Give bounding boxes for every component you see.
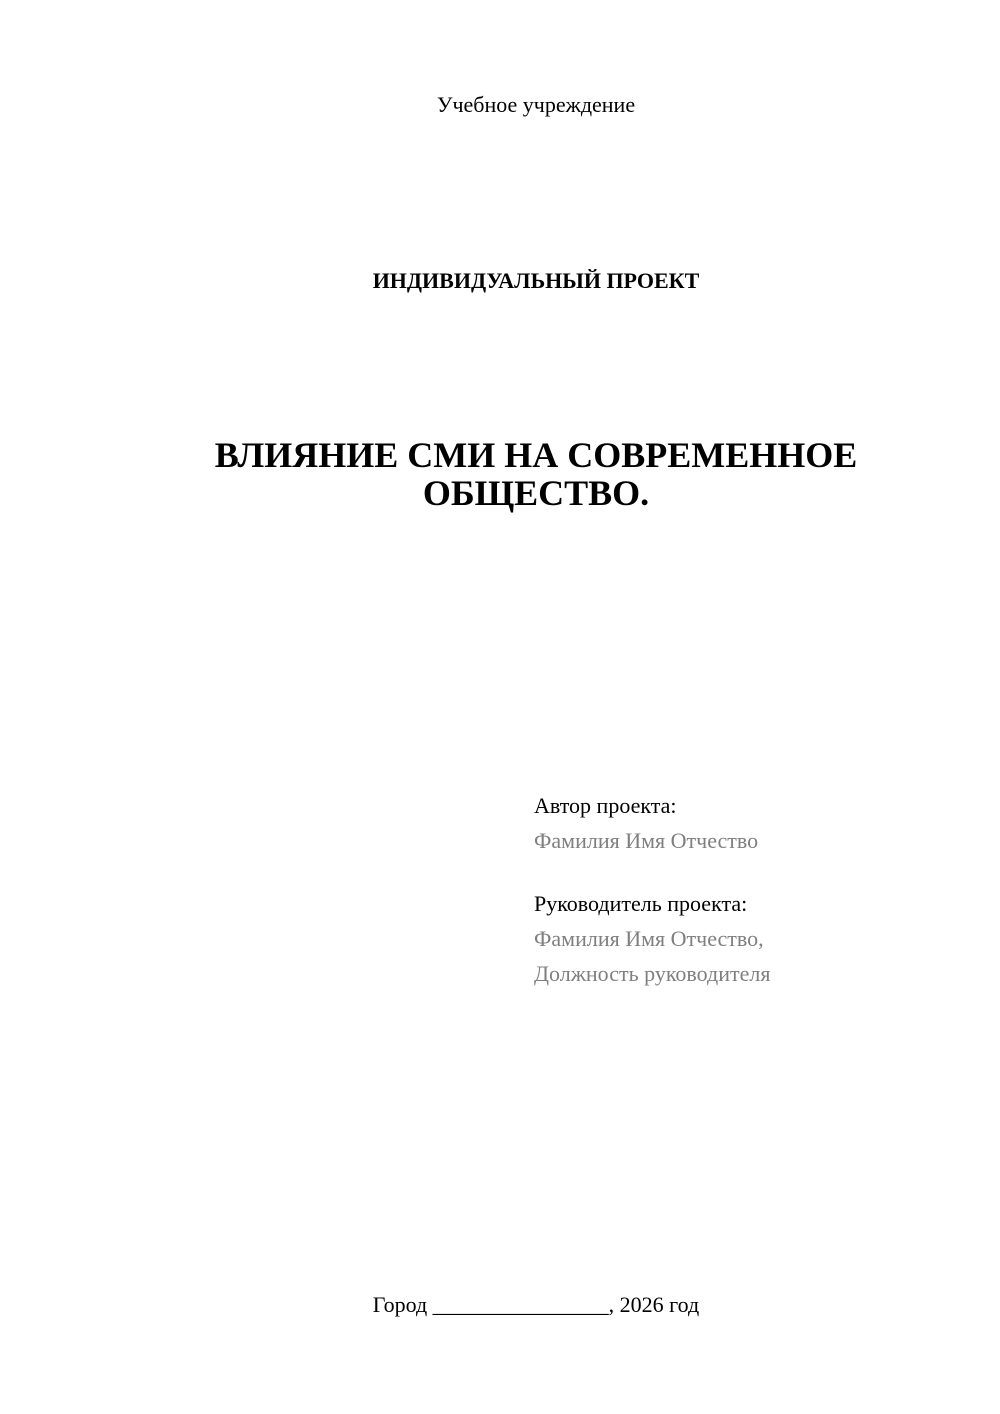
supervisor-name-placeholder: Фамилия Имя Отчество, bbox=[534, 926, 764, 951]
city-blank: ________________ bbox=[432, 1292, 609, 1317]
institution-name: Учебное учреждение bbox=[436, 92, 636, 117]
supervisor-label: Руководитель проекта: bbox=[534, 891, 748, 916]
project-title bbox=[190, 436, 882, 512]
project-credits bbox=[534, 788, 974, 991]
author-name-placeholder: Фамилия Имя Отчество bbox=[534, 828, 759, 853]
credits-spacer bbox=[534, 858, 974, 886]
project-title-line-2: ОБЩЕСТВО. bbox=[422, 473, 650, 513]
city-label: Город bbox=[372, 1292, 428, 1317]
project-type-heading: ИНДИВИДУАЛЬНЫЙ ПРОЕКТ bbox=[372, 268, 700, 293]
project-title-line-1: ВЛИЯНИЕ СМИ НА СОВРЕМЕННОЕ bbox=[214, 435, 858, 475]
city-year-line bbox=[0, 1290, 1000, 1320]
supervisor-position-placeholder: Должность руководителя bbox=[534, 961, 771, 986]
author-label: Автор проекта: bbox=[534, 793, 677, 818]
year-text: , 2026 год bbox=[608, 1292, 700, 1317]
